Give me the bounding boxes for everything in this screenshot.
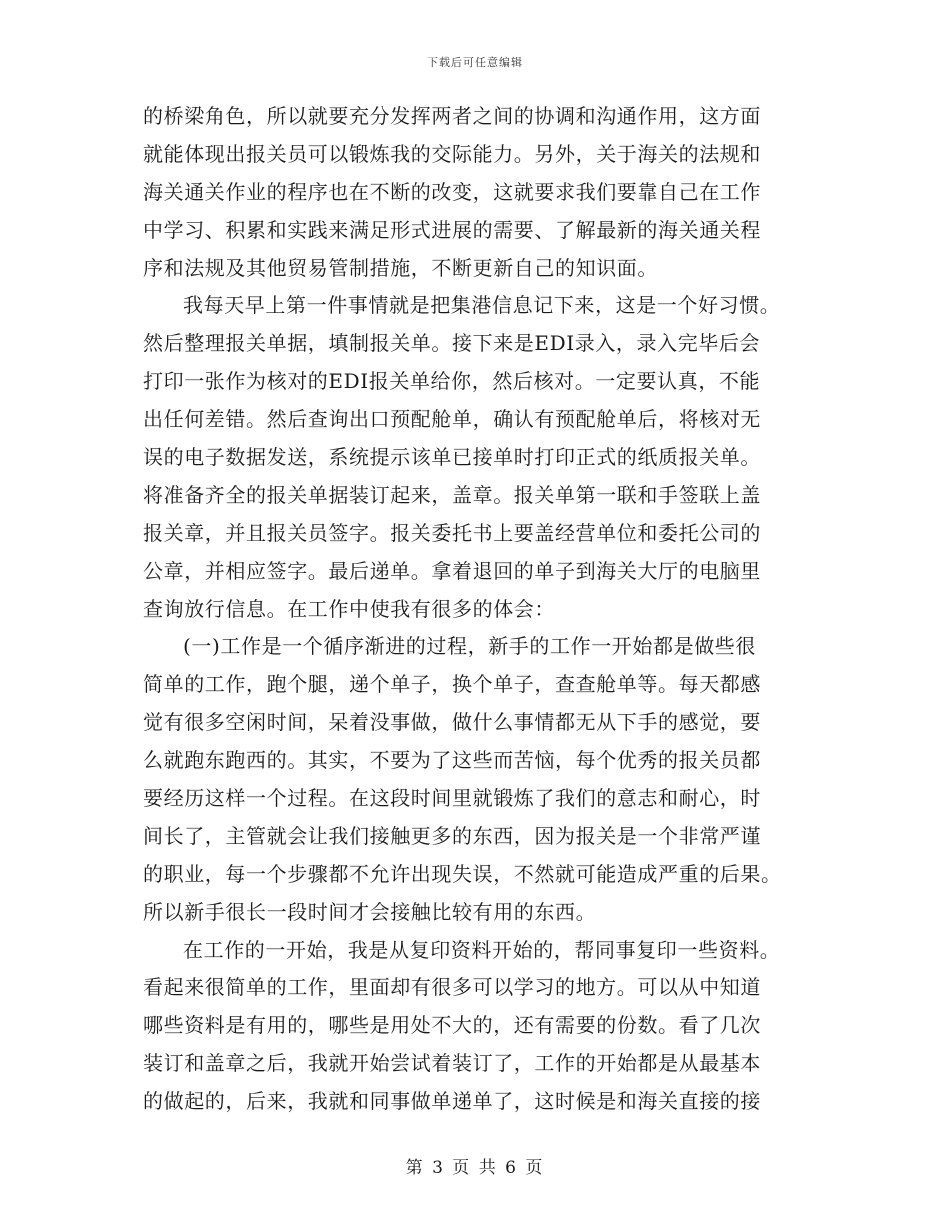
text-line: 然后整理报关单据，填制报关单。接下来是EDI录入，录入完毕后会: [143, 331, 761, 356]
text-line: 看起来很简单的工作，里面却有很多可以学习的地方。可以从中知道: [143, 975, 761, 1000]
text-line: 的做起的，后来，我就和同事做单递单了，这时候是和海关直接的接: [143, 1089, 761, 1114]
text-line: 出任何差错。然后查询出口预配舱单，确认有预配舱单后，将核对无: [143, 407, 761, 432]
text-line: 觉有很多空闲时间，呆着没事做，做什么事情都无从下手的感觉，要: [143, 710, 761, 735]
text-line: 中学习、积累和实践来满足形式进展的需要、了解最新的海关通关程: [143, 217, 761, 242]
text-line: 公章，并相应签字。最后递单。拿着退回的单子到海关大厅的电脑里: [143, 558, 761, 583]
text-line: 误的电子数据发送，系统提示该单已接单时打印正式的纸质报关单。: [143, 445, 761, 470]
text-line: 在工作的一开始，我是从复印资料开始的，帮同事复印一些资料。: [183, 937, 781, 962]
text-line: 间长了，主管就会让我们接触更多的东西，因为报关是一个非常严谨: [143, 823, 761, 848]
text-line: 打印一张作为核对的EDI报关单给你，然后核对。一定要认真，不能: [143, 369, 761, 394]
document-body: [143, 98, 823, 1121]
text-line: 所以新手很长一段时间才会接触比较有用的东西。: [143, 899, 597, 924]
text-line: 装订和盖章之后，我就开始尝试着装订了，工作的开始都是从最基本: [143, 1051, 761, 1076]
text-line: 查询放行信息。在工作中使我有很多的体会：: [143, 596, 555, 621]
text-line: 哪些资料是有用的，哪些是用处不大的，还有需要的份数。看了几次: [143, 1013, 761, 1038]
page-header: 下载后可任意编辑: [427, 56, 523, 69]
text-line: 的职业，每一个步骤都不允许出现失误，不然就可能造成严重的后果。: [143, 861, 782, 886]
text-line: 简单的工作，跑个腿，递个单子，换个单子，查查舱单等。每天都感: [143, 672, 761, 697]
text-line: 么就跑东跑西的。其实，不要为了这些而苦恼，每个优秀的报关员都: [143, 748, 761, 773]
text-line: (一)工作是一个循序渐进的过程，新手的工作一开始都是做些很: [183, 634, 757, 659]
text-line: 序和法规及其他贸易管制措施，不断更新自己的知识面。: [143, 255, 658, 280]
text-line: 的桥梁角色，所以就要充分发挥两者之间的协调和沟通作用，这方面: [143, 104, 761, 128]
page-number-footer: 第 3 页 共 6 页: [405, 1158, 545, 1178]
text-line: 我每天早上第一件事情就是把集港信息记下来，这是一个好习惯。: [183, 293, 781, 318]
text-line: 就能体现出报关员可以锻炼我的交际能力。另外，关于海关的法规和: [143, 141, 761, 166]
text-line: 要经历这样一个过程。在这段时间里就锻炼了我们的意志和耐心，时: [143, 786, 761, 811]
text-line: 将准备齐全的报关单据装订起来，盖章。报关单第一联和手签联上盖: [143, 482, 761, 507]
text-line: 海关通关作业的程序也在不断的改变，这就要求我们要靠自己在工作: [143, 179, 761, 204]
text-line: 报关章，并且报关员签字。报关委托书上要盖经营单位和委托公司的: [143, 520, 761, 545]
